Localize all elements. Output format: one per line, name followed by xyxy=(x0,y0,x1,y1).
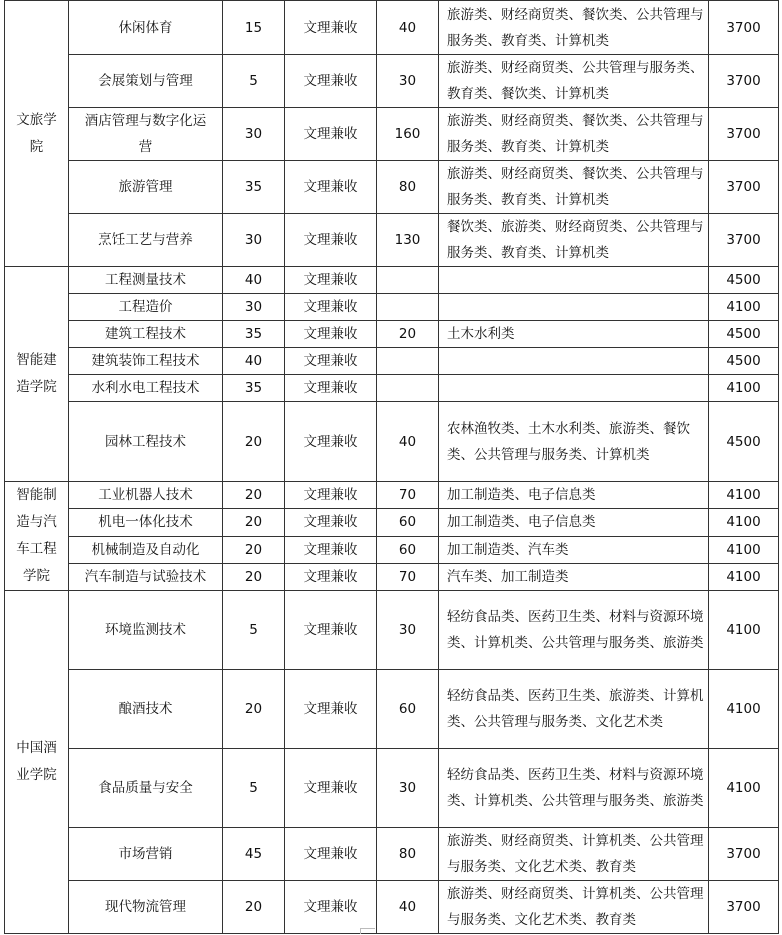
subject-type-cell: 文理兼收 xyxy=(285,482,377,509)
tuition-cell: 4100 xyxy=(709,536,779,563)
categories-cell: 农林渔牧类、土木水利类、旅游类、餐饮类、公共管理与服务类、计算机类 xyxy=(439,402,709,482)
plan-count-cell: 40 xyxy=(223,267,285,294)
major-cell: 建筑工程技术 xyxy=(69,321,223,348)
college-cell xyxy=(5,482,69,591)
major-cell: 休闲体育 xyxy=(69,1,223,55)
plan-count-cell: 5 xyxy=(223,749,285,828)
major-cell: 食品质量与安全 xyxy=(69,749,223,828)
table-row xyxy=(5,881,779,934)
tuition-cell: 4100 xyxy=(709,670,779,749)
table-row xyxy=(5,828,779,881)
plan-count-cell: 20 xyxy=(223,402,285,482)
table-row xyxy=(5,161,779,214)
tuition-cell: 4500 xyxy=(709,348,779,375)
major-cell: 工业机器人技术 xyxy=(69,482,223,509)
plan-count-cell: 20 xyxy=(223,563,285,590)
tuition-cell: 4500 xyxy=(709,321,779,348)
categories-cell xyxy=(439,375,709,402)
tuition-cell: 3700 xyxy=(709,881,779,934)
quota-cell: 70 xyxy=(377,482,439,509)
major-cell: 市场营销 xyxy=(69,828,223,881)
page-edge-mark xyxy=(360,928,375,934)
plan-count-cell: 20 xyxy=(223,670,285,749)
subject-type-cell: 文理兼收 xyxy=(285,591,377,670)
table-row xyxy=(5,563,779,590)
quota-cell: 20 xyxy=(377,321,439,348)
plan-count-cell: 30 xyxy=(223,294,285,321)
plan-count-cell: 20 xyxy=(223,509,285,536)
quota-cell: 40 xyxy=(377,1,439,55)
categories-cell: 加工制造类、电子信息类 xyxy=(439,482,709,509)
table-row xyxy=(5,591,779,670)
major-cell xyxy=(69,108,223,161)
major-cell: 工程测量技术 xyxy=(69,267,223,294)
plan-count-cell: 20 xyxy=(223,536,285,563)
quota-cell: 40 xyxy=(377,881,439,934)
major-cell: 建筑装饰工程技术 xyxy=(69,348,223,375)
table-body xyxy=(5,1,779,934)
plan-count-cell: 20 xyxy=(223,881,285,934)
table-row xyxy=(5,321,779,348)
subject-type-cell: 文理兼收 xyxy=(285,161,377,214)
tuition-cell: 4100 xyxy=(709,509,779,536)
college-name: 中国酒业学院 xyxy=(16,740,57,783)
quota-cell: 60 xyxy=(377,670,439,749)
quota-cell: 70 xyxy=(377,563,439,590)
plan-count-cell: 15 xyxy=(223,1,285,55)
plan-count-cell: 40 xyxy=(223,348,285,375)
quota-cell xyxy=(377,348,439,375)
categories-cell: 汽车类、加工制造类 xyxy=(439,563,709,590)
plan-count-cell: 45 xyxy=(223,828,285,881)
table-row xyxy=(5,536,779,563)
major-cell: 环境监测技术 xyxy=(69,591,223,670)
major-name: 酒店管理与数字化运营 xyxy=(84,113,207,155)
table-row xyxy=(5,214,779,267)
table-row xyxy=(5,375,779,402)
tuition-cell: 4100 xyxy=(709,294,779,321)
subject-type-cell: 文理兼收 xyxy=(285,267,377,294)
plan-count-cell: 35 xyxy=(223,375,285,402)
categories-cell: 旅游类、财经商贸类、计算机类、公共管理与服务类、文化艺术类、教育类 xyxy=(439,828,709,881)
enrollment-table xyxy=(4,0,779,934)
quota-cell: 160 xyxy=(377,108,439,161)
table-row xyxy=(5,348,779,375)
subject-type-cell: 文理兼收 xyxy=(285,348,377,375)
subject-type-cell: 文理兼收 xyxy=(285,55,377,108)
tuition-cell: 4500 xyxy=(709,267,779,294)
subject-type-cell: 文理兼收 xyxy=(285,536,377,563)
tuition-cell: 4100 xyxy=(709,563,779,590)
quota-cell: 80 xyxy=(377,828,439,881)
subject-type-cell: 文理兼收 xyxy=(285,670,377,749)
subject-type-cell: 文理兼收 xyxy=(285,402,377,482)
table-row xyxy=(5,749,779,828)
subject-type-cell: 文理兼收 xyxy=(285,828,377,881)
plan-count-cell: 5 xyxy=(223,591,285,670)
categories-cell: 轻纺食品类、医药卫生类、材料与资源环境类、计算机类、公共管理与服务类、旅游类 xyxy=(439,749,709,828)
categories-cell: 轻纺食品类、医药卫生类、旅游类、计算机类、公共管理与服务类、文化艺术类 xyxy=(439,670,709,749)
table-row xyxy=(5,108,779,161)
table-row xyxy=(5,55,779,108)
categories-cell: 餐饮类、旅游类、财经商贸类、公共管理与服务类、教育类、计算机类 xyxy=(439,214,709,267)
tuition-cell: 3700 xyxy=(709,108,779,161)
subject-type-cell: 文理兼收 xyxy=(285,881,377,934)
major-cell: 园林工程技术 xyxy=(69,402,223,482)
table-row xyxy=(5,1,779,55)
major-cell: 机械制造及自动化 xyxy=(69,536,223,563)
categories-cell xyxy=(439,267,709,294)
categories-cell xyxy=(439,294,709,321)
quota-cell: 30 xyxy=(377,749,439,828)
plan-count-cell: 30 xyxy=(223,214,285,267)
categories-cell: 轻纺食品类、医药卫生类、材料与资源环境类、计算机类、公共管理与服务类、旅游类 xyxy=(439,591,709,670)
table-row xyxy=(5,509,779,536)
tuition-cell: 4100 xyxy=(709,591,779,670)
plan-count-cell: 30 xyxy=(223,108,285,161)
plan-count-cell: 35 xyxy=(223,161,285,214)
subject-type-cell: 文理兼收 xyxy=(285,509,377,536)
quota-cell xyxy=(377,267,439,294)
tuition-cell: 3700 xyxy=(709,55,779,108)
tuition-cell: 4100 xyxy=(709,749,779,828)
quota-cell: 60 xyxy=(377,536,439,563)
quota-cell: 30 xyxy=(377,591,439,670)
subject-type-cell: 文理兼收 xyxy=(285,375,377,402)
plan-count-cell: 20 xyxy=(223,482,285,509)
major-cell: 烹饪工艺与营养 xyxy=(69,214,223,267)
subject-type-cell: 文理兼收 xyxy=(285,214,377,267)
major-cell: 汽车制造与试验技术 xyxy=(69,563,223,590)
college-cell xyxy=(5,267,69,482)
major-cell: 旅游管理 xyxy=(69,161,223,214)
subject-type-cell: 文理兼收 xyxy=(285,108,377,161)
quota-cell xyxy=(377,294,439,321)
subject-type-cell: 文理兼收 xyxy=(285,563,377,590)
categories-cell xyxy=(439,348,709,375)
table-row xyxy=(5,482,779,509)
categories-cell: 旅游类、财经商贸类、公共管理与服务类、教育类、餐饮类、计算机类 xyxy=(439,55,709,108)
major-cell: 现代物流管理 xyxy=(69,881,223,934)
table-row xyxy=(5,294,779,321)
categories-cell: 土木水利类 xyxy=(439,321,709,348)
table-row xyxy=(5,670,779,749)
tuition-cell: 3700 xyxy=(709,1,779,55)
college-name: 智能建造学院 xyxy=(16,352,57,395)
subject-type-cell: 文理兼收 xyxy=(285,749,377,828)
quota-cell: 40 xyxy=(377,402,439,482)
subject-type-cell: 文理兼收 xyxy=(285,1,377,55)
tuition-cell: 4100 xyxy=(709,375,779,402)
quota-cell: 30 xyxy=(377,55,439,108)
categories-cell: 旅游类、财经商贸类、计算机类、公共管理与服务类、文化艺术类、教育类 xyxy=(439,881,709,934)
categories-cell: 旅游类、财经商贸类、餐饮类、公共管理与服务类、教育类、计算机类 xyxy=(439,161,709,214)
tuition-cell: 4500 xyxy=(709,402,779,482)
major-cell: 会展策划与管理 xyxy=(69,55,223,108)
major-cell: 工程造价 xyxy=(69,294,223,321)
major-cell: 酿酒技术 xyxy=(69,670,223,749)
table-row xyxy=(5,267,779,294)
major-cell: 水利水电工程技术 xyxy=(69,375,223,402)
college-cell xyxy=(5,1,69,267)
quota-cell: 60 xyxy=(377,509,439,536)
quota-cell xyxy=(377,375,439,402)
major-cell: 机电一体化技术 xyxy=(69,509,223,536)
tuition-cell: 4100 xyxy=(709,482,779,509)
tuition-cell: 3700 xyxy=(709,828,779,881)
quota-cell: 80 xyxy=(377,161,439,214)
college-name: 文旅学院 xyxy=(16,111,57,155)
table-row xyxy=(5,402,779,482)
quota-cell: 130 xyxy=(377,214,439,267)
tuition-cell: 3700 xyxy=(709,214,779,267)
plan-count-cell: 35 xyxy=(223,321,285,348)
subject-type-cell: 文理兼收 xyxy=(285,294,377,321)
tuition-cell: 3700 xyxy=(709,161,779,214)
plan-count-cell: 5 xyxy=(223,55,285,108)
categories-cell: 加工制造类、汽车类 xyxy=(439,536,709,563)
categories-cell: 加工制造类、电子信息类 xyxy=(439,509,709,536)
categories-cell: 旅游类、财经商贸类、餐饮类、公共管理与服务类、教育类、计算机类 xyxy=(439,108,709,161)
college-name: 智能制造与汽车工程学院 xyxy=(16,487,57,584)
college-cell xyxy=(5,591,69,934)
categories-cell: 旅游类、财经商贸类、餐饮类、公共管理与服务类、教育类、计算机类 xyxy=(439,1,709,55)
subject-type-cell: 文理兼收 xyxy=(285,321,377,348)
